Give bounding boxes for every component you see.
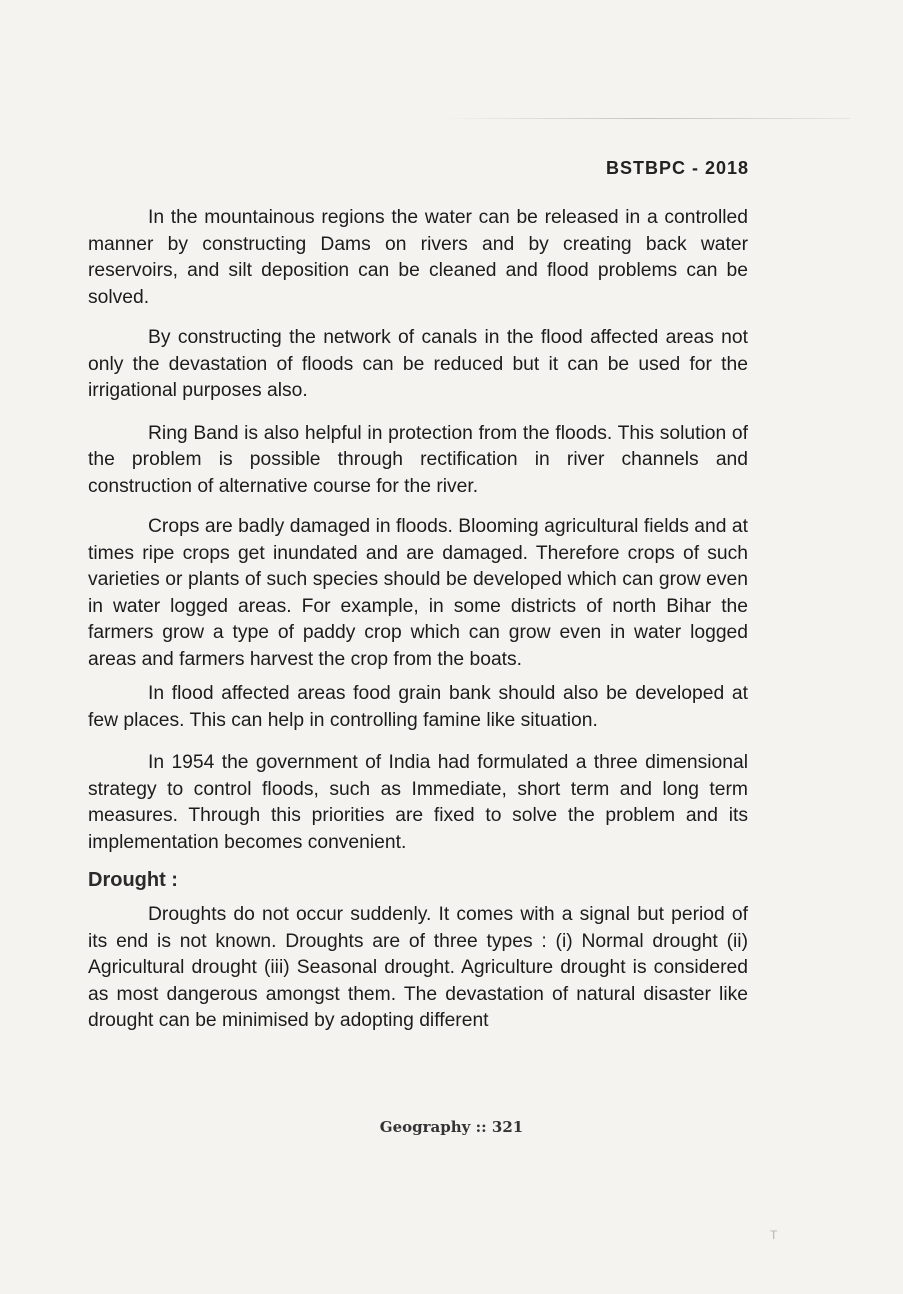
paragraph-grain-bank: In flood affected areas food grain bank should also be developed at few places. This can help in controlling famine like situation.	[88, 683, 748, 731]
paragraph-ring-band: Ring Band is also helpful in protection from the floods. This solution of the problem is possible through rectification in river channels and construction of alternative course for the river.	[88, 422, 748, 497]
paragraph-drought: Droughts do not occur suddenly. It comes with a signal but period of its end is not known. Droughts are of three types : (i) Normal drought (ii) Agricultural drought (iii) Seasonal drought. Agriculture drought is considered as most dangerous amongst them. The devastation of natural disaster like drought can be minimised by adopting different	[88, 904, 748, 1031]
document-code-header: BSTBPC - 2018	[605, 158, 749, 178]
paragraph-1954-strategy: In 1954 the government of India had formulated a three dimensional strategy to control floods, such as Immediate, short term and long term measures. Through this priorities are fixed to solve the problem and its implementation becomes convenient.	[88, 752, 748, 853]
page-body	[88, 205, 748, 1049]
scan-artifact-line	[440, 118, 850, 119]
page-footer: Geography :: 321	[379, 1118, 524, 1136]
paragraph-canals: By constructing the network of canals in the flood affected areas not only the devastation of floods can be reduced but it can be used for the irrigational purposes also.	[88, 327, 748, 401]
paragraph-dams: In the mountainous regions the water can be released in a controlled manner by constructing Dams on rivers and by creating back water reservoirs, and silt deposition can be cleaned and flood problems can be solved.	[88, 207, 748, 308]
section-heading-drought: Drought :	[88, 869, 178, 891]
corner-mark: T	[770, 1228, 778, 1242]
paragraph-crops: Crops are badly damaged in floods. Blooming agricultural fields and at times ripe crops get inundated and are damaged. Therefore crops of such varieties or plants of such species should be developed which can grow even in water logged areas. For example, in some districts of north Bihar the farmers grow a type of paddy crop which can grow even in water logged areas and farmers harvest the crop from the boats.	[88, 516, 748, 670]
